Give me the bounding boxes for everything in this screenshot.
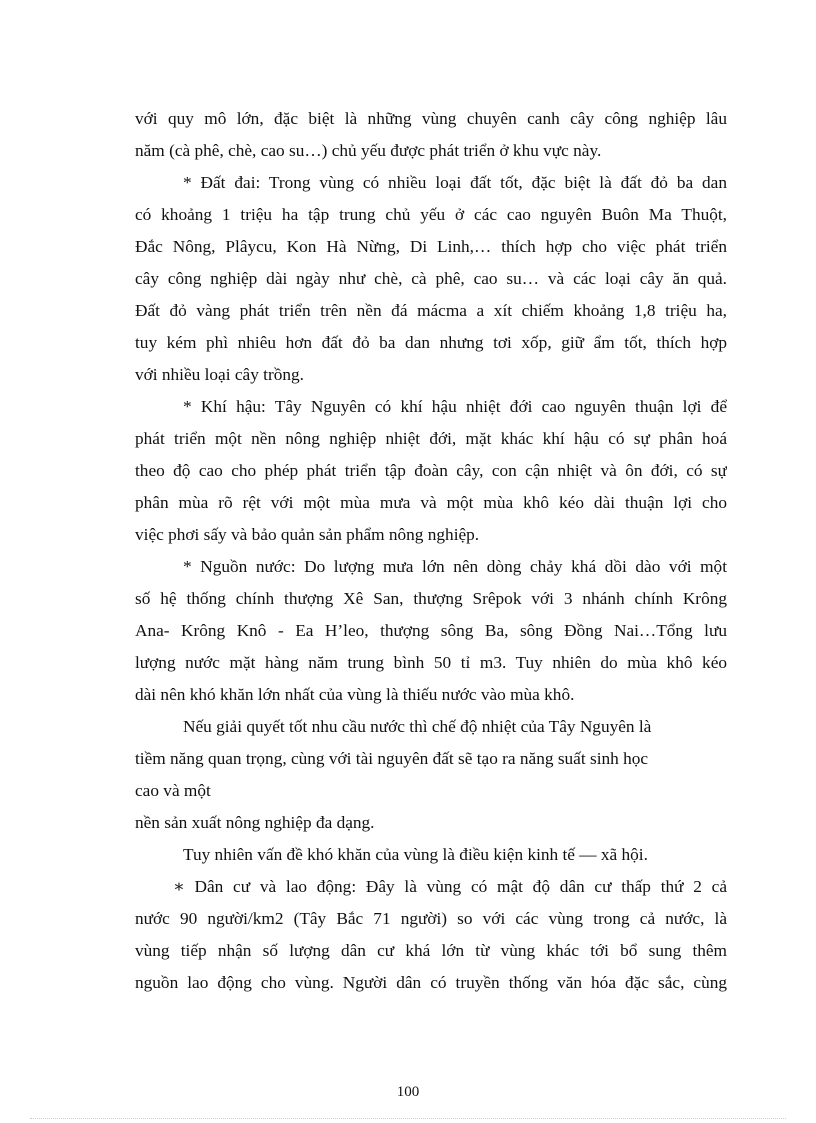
text-line: năm (cà phê, chè, cao su…) chủ yếu được phát triển ở khu vực này.: [135, 141, 602, 160]
text-line: với nhiều loại cây trồng.: [135, 365, 304, 384]
text-line: Tuy nhiên vấn đề khó khăn của vùng là điều kiện kinh tế — xã hội.: [183, 845, 648, 864]
text-line: nguồn lao động cho vùng. Người dân có truyền thống văn hóa đặc sắc, cùng: [135, 973, 727, 992]
page-bottom-divider: [30, 1118, 786, 1119]
text-line: cao và một: [135, 781, 211, 800]
text-line: cây công nghiệp dài ngày như chè, cà phê, cao su… và các loại cây ăn quả.: [135, 269, 727, 288]
text-line: phân mùa rõ rệt với một mùa mưa và một mùa khô kéo dài thuận lợi cho: [135, 493, 727, 512]
text-line: việc phơi sấy và bảo quản sản phẩm nông nghiệp.: [135, 525, 480, 544]
text-line: Ana- Krông Knô - Ea H’leo, thượng sông Ba, sông Đồng Nai…Tổng lưu: [135, 621, 727, 640]
text-line: Đắc Nông, Plâycu, Kon Hà Nừng, Di Linh,… thích hợp cho việc phát triển: [135, 237, 727, 256]
page-number: 100: [396, 1084, 420, 1100]
text-line: tuy kém phì nhiêu hơn đất đỏ ba dan nhưng tơi xốp, giữ ẩm tốt, thích hợp: [135, 333, 727, 352]
text-line: * Nguồn nước: Do lượng mưa lớn nên dòng chảy khá dồi dào với một: [183, 557, 727, 576]
text-line: tiềm năng quan trọng, cùng với tài nguyên đất sẽ tạo ra năng suất sinh học: [135, 749, 649, 768]
text-line: ∗ Dân cư và lao động: Đây là vùng có mật độ dân cư thấp thứ 2 cả: [173, 877, 727, 896]
text-line: lượng nước mặt hàng năm trung bình 50 tỉ m3. Tuy nhiên do mùa khô kéo: [135, 653, 727, 672]
text-line: * Đất đai: Trong vùng có nhiều loại đất tốt, đặc biệt là đất đỏ ba dan: [183, 173, 727, 192]
body-text: [135, 103, 727, 999]
text-line: nền sản xuất nông nghiệp đa dạng.: [135, 813, 375, 832]
text-line: vùng tiếp nhận số lượng dân cư khá lớn từ vùng khác tới bổ sung thêm: [135, 941, 727, 960]
text-line: * Khí hậu: Tây Nguyên có khí hậu nhiệt đới cao nguyên thuận lợi để: [183, 397, 727, 416]
text-line: Đất đỏ vàng phát triển trên nền đá mácma a xít chiếm khoảng 1,8 triệu ha,: [135, 301, 727, 320]
text-line: với quy mô lớn, đặc biệt là những vùng chuyên canh cây công nghiệp lâu: [135, 109, 727, 128]
text-line: phát triển một nền nông nghiệp nhiệt đới, mặt khác khí hậu có sự phân hoá: [135, 429, 727, 448]
text-line: số hệ thống chính thượng Xê San, thượng Srêpok với 3 nhánh chính Krông: [135, 589, 727, 608]
text-line: có khoảng 1 triệu ha tập trung chủ yếu ở các cao nguyên Buôn Ma Thuột,: [135, 205, 727, 224]
text-line: theo độ cao cho phép phát triển tập đoàn cây, con cận nhiệt và ôn đới, có sự: [135, 461, 727, 480]
text-line: dài nên khó khăn lớn nhất của vùng là thiếu nước vào mùa khô.: [135, 685, 575, 704]
text-line: nước 90 người/km2 (Tây Bắc 71 người) so với các vùng trong cả nước, là: [135, 909, 727, 928]
text-line: Nếu giải quyết tốt nhu cầu nước thì chế độ nhiệt của Tây Nguyên là: [183, 717, 652, 736]
